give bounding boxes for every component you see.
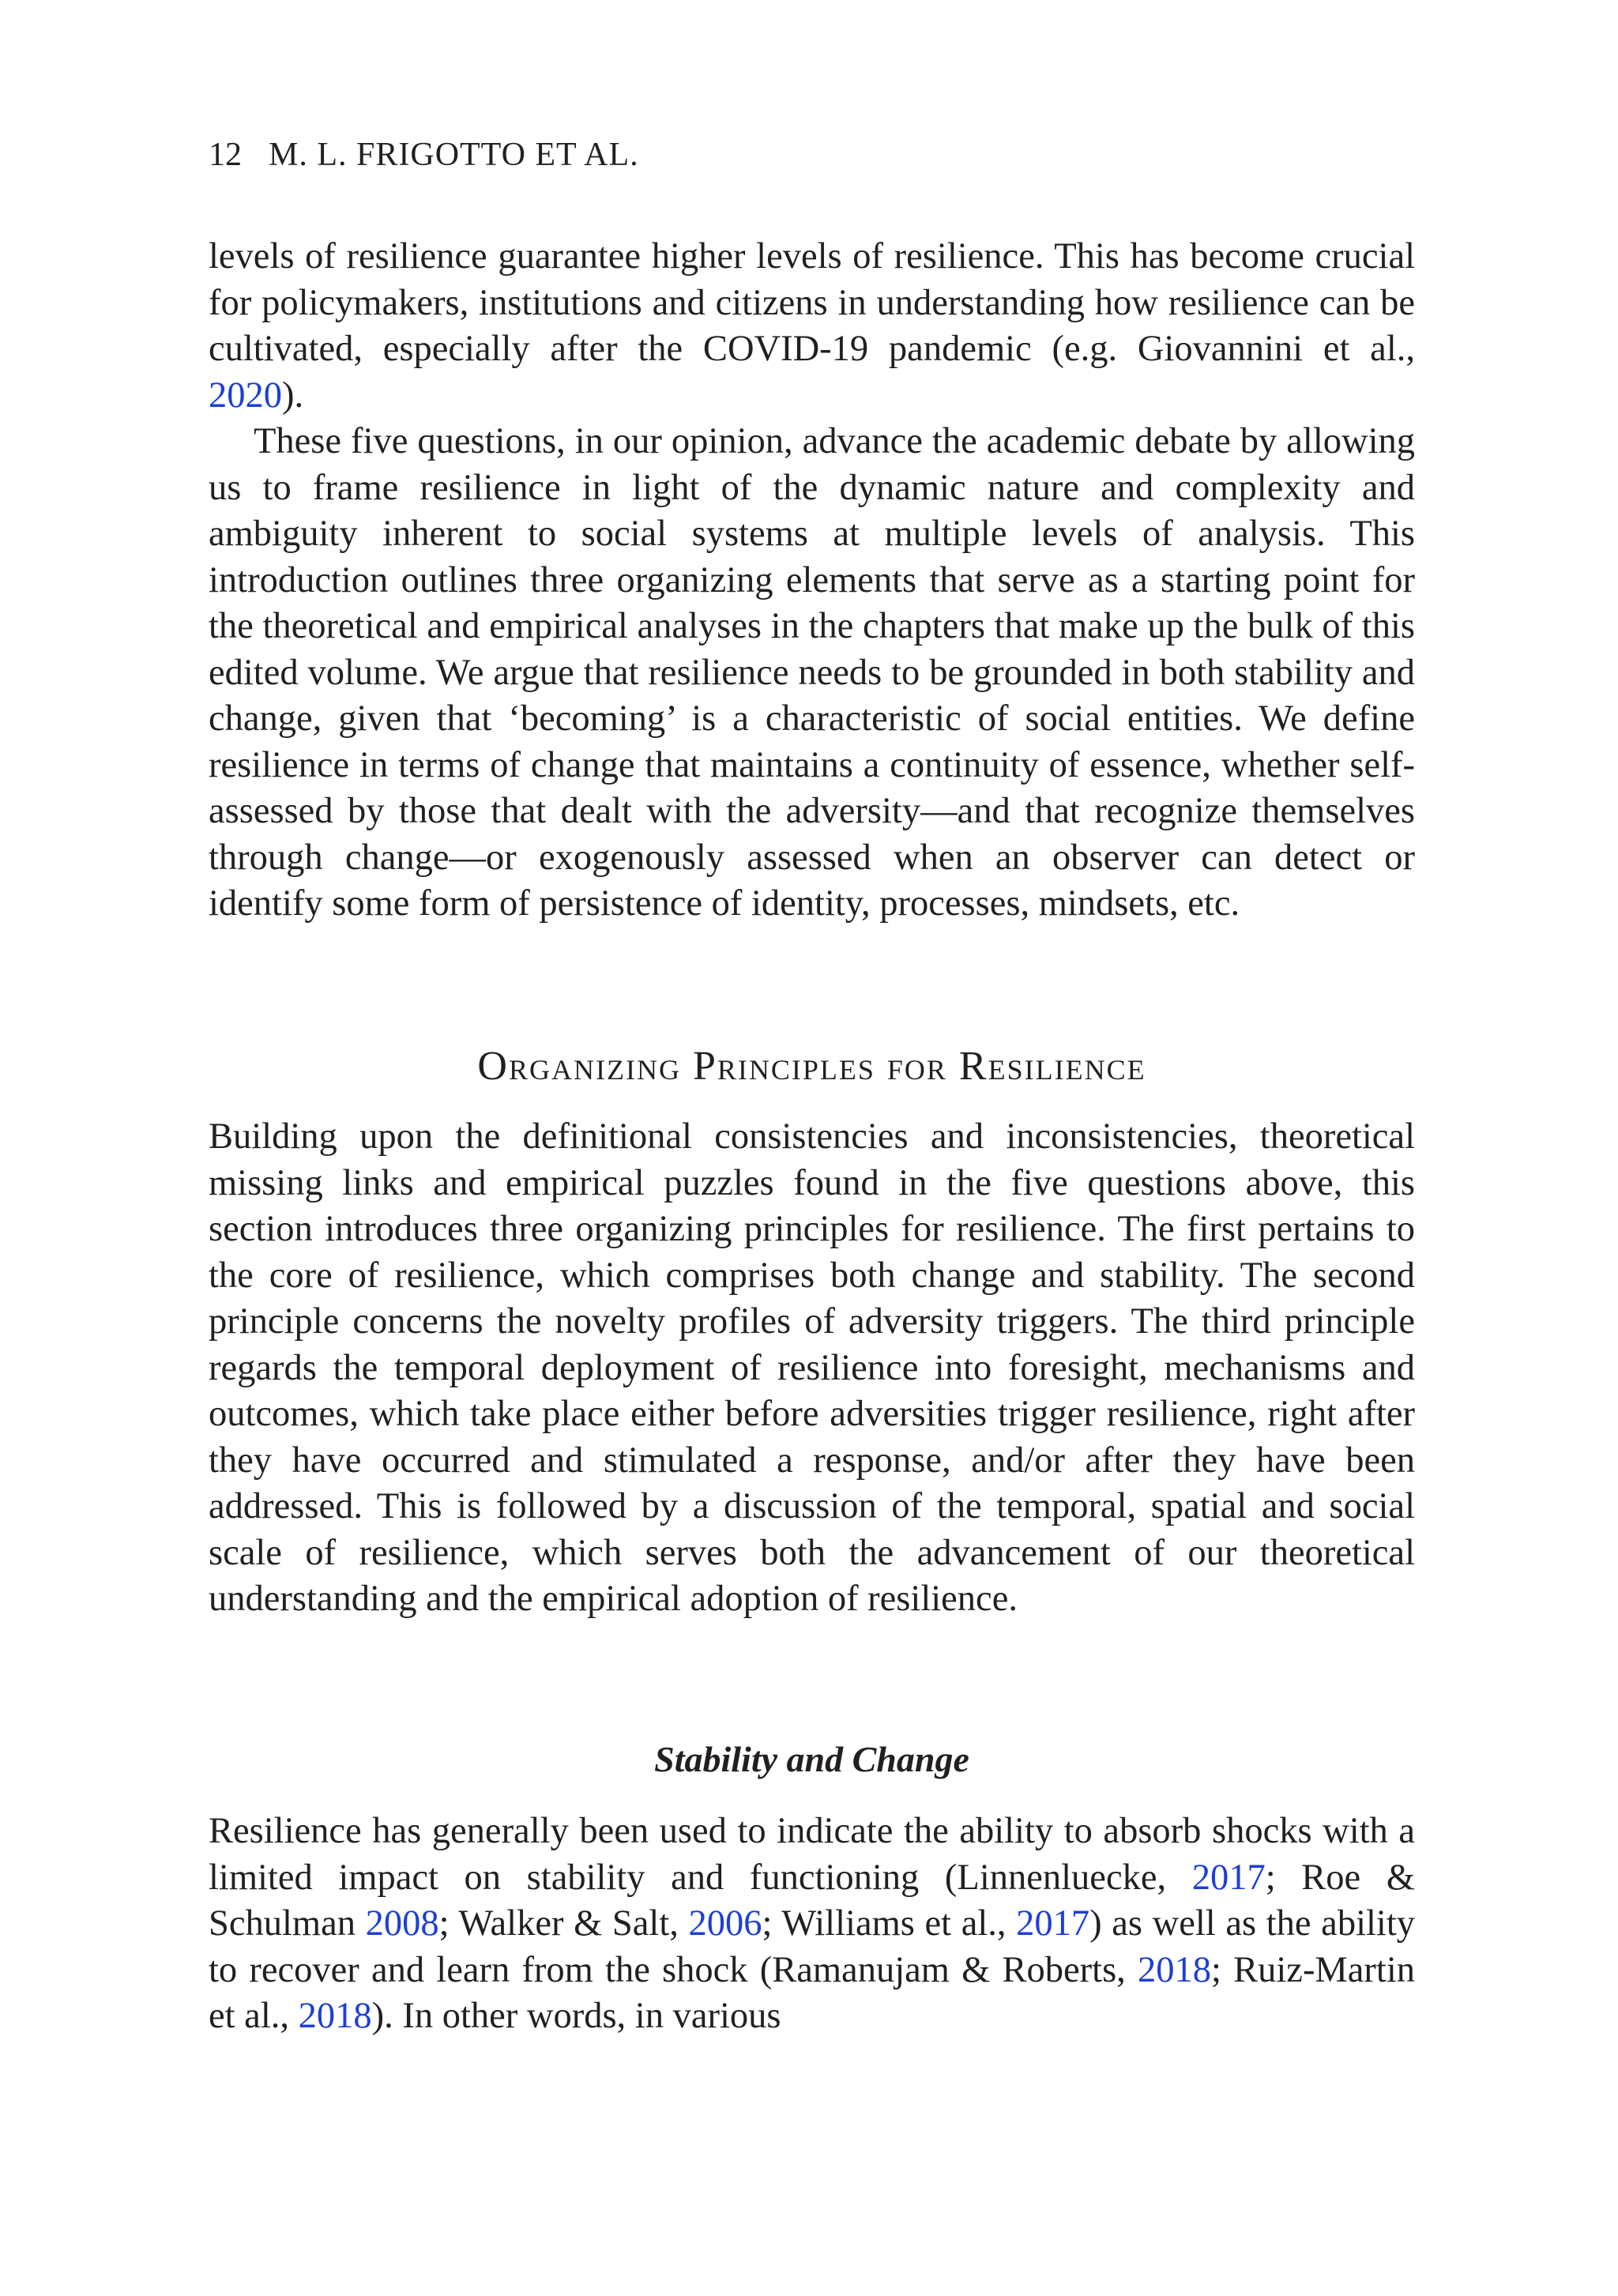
citation-link-linnenluecke-2017[interactable]: 2017: [1191, 1857, 1266, 1898]
subsection-text-1: Resilience has generally been used to indicate the ability to absorb shocks with a limited impact on stability and functioning (Linnenluecke,: [209, 1811, 1415, 1898]
subsection-text-6: ; Ruiz-Martin et al.,: [209, 1949, 1415, 2036]
subsection-paragraph-1: [209, 1809, 1415, 2040]
running-head: [209, 133, 639, 177]
citation-link-walker-2006[interactable]: 2006: [688, 1903, 762, 1944]
citation-link-ruiz-martin-2018[interactable]: 2018: [298, 1996, 372, 2036]
section-text-block: [209, 1114, 1415, 1623]
subsection-text-3: ; Walker & Salt,: [438, 1903, 689, 1944]
subsection-text-4: ; Williams et al.,: [762, 1903, 1017, 1944]
subsection-heading: Stability and Change: [654, 1739, 969, 1779]
citation-link-roe-2008[interactable]: 2008: [365, 1903, 439, 1944]
intro-paragraph-2: These five questions, in our opinion, advance the academic debate by allowing us to frame resilience in light of the dynamic nature and complexity and ambiguity inherent to social systems at multiple levels of analysis. This introduction outlines three organizing elements that serve as a starting point for the theoretical and empirical analyses in the chapters that make up the bulk of this edited volume. We argue that resilience needs to be grounded in both stability and change, given that ‘becoming’ is a characteristic of social entities. We define resilience in terms of change that maintains a continuity of essence, whether self-assessed by those that dealt with the adversity—and that recognize themselves through change—or exogenously assessed when an observer can detect or identify some form of persistence of identity, processes, mindsets, etc.: [209, 421, 1415, 924]
citation-link-giovannini-2020[interactable]: 2020: [209, 375, 282, 416]
intro-paragraph-1-end: ).: [282, 375, 304, 416]
intro-paragraph-1: [209, 234, 1415, 419]
section-paragraph-1: Building upon the definitional consistencies and inconsistencies, theoretical missing links and empirical puzzles found in the five questions above, this section introduces three organizing principles for resilience. The first pertains to the core of resilience, which comprises both change and stability. The second principle concerns the novelty profiles of adversity triggers. The third principle regards the temporal deployment of resilience into foresight, mechanisms and outcomes, which take place either before adversities trigger resilience, right after they have occurred and stimulated a response, and/or after they have been addressed. This is followed by a discussion of the temporal, spatial and social scale of resilience, which serves both the advancement of our theoretical understanding and the empirical adoption of resilience.: [209, 1116, 1415, 1619]
citation-link-ramanujam-2018[interactable]: 2018: [1138, 1949, 1211, 1990]
citation-link-williams-2017[interactable]: 2017: [1016, 1903, 1090, 1944]
intro-paragraph-1-text: levels of resilience guarantee higher levels of resilience. This has become crucial for policymakers, institutions and citizens in understanding how resilience can be cultivated, especially after the COVID-19 pandemic (e.g. Giovannini et al.,: [209, 236, 1415, 369]
intro-text-block: [209, 234, 1415, 928]
subsection-text-block: [209, 1809, 1415, 2040]
page-number: 12: [209, 137, 242, 173]
subsection-text-2: ; Roe & Schulman: [209, 1857, 1415, 1944]
subsection-text-7: ). In other words, in various: [371, 1996, 781, 2036]
section-heading: Organizing Principles for Resilience: [477, 1044, 1146, 1089]
running-head-authors: M. L. FRIGOTTO ET AL.: [269, 137, 639, 173]
subsection-text-5: ) as well as the ability to recover and learn from the shock (Ramanujam & Roberts,: [209, 1903, 1415, 1990]
